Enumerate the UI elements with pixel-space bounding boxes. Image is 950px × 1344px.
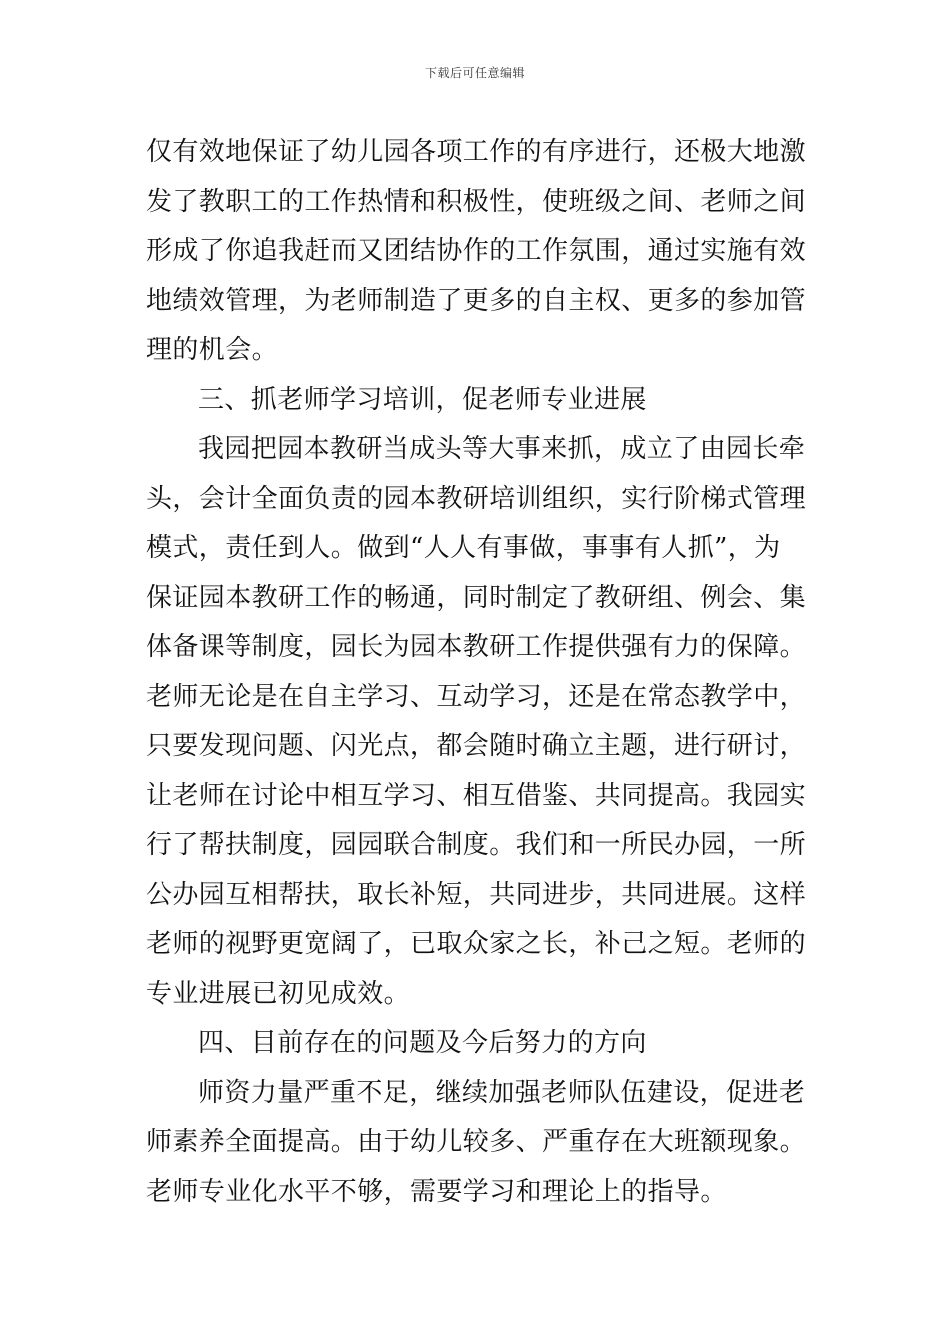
text-line: 师资力量严重不足，继续加强老师队伍建设，促进老: [198, 1077, 806, 1108]
section-heading: 三、抓老师学习培训，促老师专业进展: [198, 384, 647, 415]
text-line: 老师的视野更宽阔了，已取众家之长，补己之短。老师的: [146, 929, 807, 959]
text-line: 师素养全面提高。由于幼儿较多、严重存在大班额现象。: [146, 1127, 807, 1157]
document-body: [146, 128, 808, 1217]
text-line: 专业进展已初见成效。: [146, 978, 411, 1009]
text-line: 理的机会。: [146, 335, 279, 365]
section-heading: 四、目前存在的问题及今后努力的方向: [198, 1028, 647, 1058]
text-line: 发了教职工的工作热情和积极性，使班级之间、老师之间: [146, 186, 807, 217]
page-header: 下载后可任意编辑: [424, 66, 525, 80]
text-line: 地绩效管理，为老师制造了更多的自主权、更多的参加管: [146, 285, 807, 316]
text-line: 行了帮扶制度，园园联合制度。我们和一所民办园，一所: [146, 830, 807, 860]
text-line: 保证园本教研工作的畅通，同时制定了教研组、例会、集: [146, 582, 807, 613]
text-line: 只要发现问题、闪光点，都会随时确立主题，进行研讨，: [146, 731, 807, 761]
text-line: 形成了你追我赶而又团结协作的工作氛围，通过实施有效: [146, 236, 807, 266]
text-line: 我园把园本教研当成头等大事来抓，成立了由园长牵: [198, 434, 806, 464]
text-line: 体备课等制度，园长为园本教研工作提供强有力的保障。: [146, 632, 807, 662]
text-line: 仅有效地保证了幼儿园各项工作的有序进行，还极大地激: [146, 137, 807, 167]
text-line: 老师专业化水平不够，需要学习和理论上的指导。: [146, 1176, 727, 1207]
text-line: 让老师在讨论中相互学习、相互借鉴、共同提高。我园实: [146, 780, 807, 811]
text-line: 公办园互相帮扶，取长补短，共同进步，共同进展。这样: [146, 879, 807, 910]
text-line: 老师无论是在自主学习、互动学习，还是在常态教学中，: [146, 681, 807, 712]
text-line: 模式，责任到人。做到“人人有事做，事事有人抓”，为: [146, 533, 781, 563]
text-line: 头，会计全面负责的园本教研培训组织，实行阶梯式管理: [146, 483, 807, 514]
